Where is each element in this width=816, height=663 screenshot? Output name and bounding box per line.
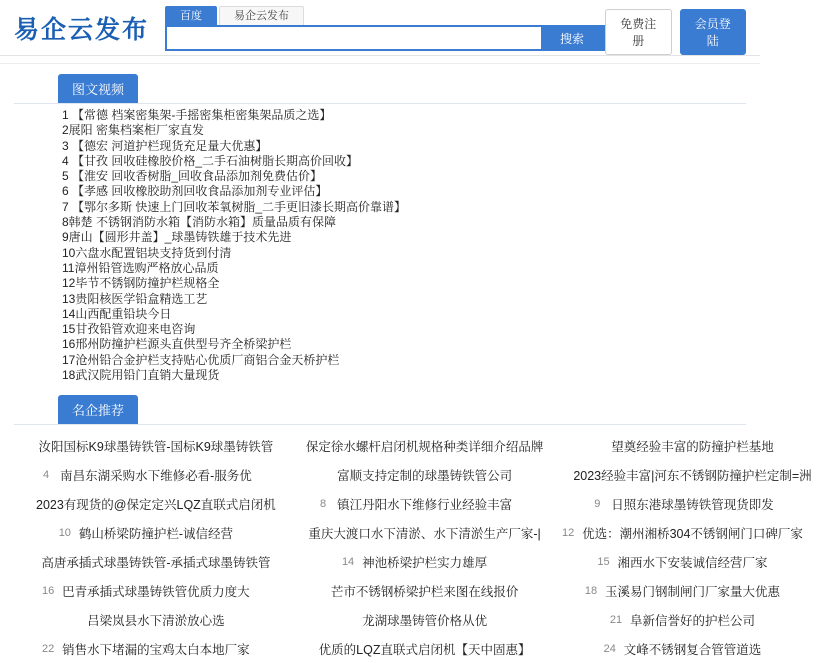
item-label: 文峰不锈钢复合管管道选 <box>623 642 762 657</box>
item-index <box>286 525 302 541</box>
list-item[interactable]: 18武汉院用铅门直销大量现货 <box>62 368 220 383</box>
list-item[interactable] <box>547 605 815 634</box>
page-header <box>0 0 760 56</box>
item-label: 巴青承插式球墨铸铁管优质力度大 <box>62 584 250 599</box>
search-input[interactable] <box>167 27 541 49</box>
list-item[interactable] <box>10 460 280 489</box>
item-index <box>315 467 331 483</box>
register-button[interactable]: 免费注册 <box>605 9 671 55</box>
item-index <box>589 438 605 454</box>
list-item[interactable] <box>547 547 815 576</box>
header-divider <box>0 56 760 64</box>
item-label: 南昌东湖采购水下维修必看-服务优 <box>60 468 252 483</box>
list-item[interactable]: 7 【鄂尔多斯 快速上门回收苯氧树脂_二手更旧漆长期高价靠谱】 <box>62 199 407 214</box>
list-item[interactable]: 17沧州铅合金护栏支持贴心优质厂商铝合金天桥护栏 <box>62 352 340 367</box>
list-item[interactable]: 1 【常德 档案密集架-手摇密集柜密集架品质之选】 <box>62 108 332 122</box>
list-item[interactable] <box>10 634 280 663</box>
list-item[interactable]: 2展阳 密集档案柜厂家直发 <box>62 123 205 138</box>
item-label: 龙湖球墨铸管价格从优 <box>362 613 488 628</box>
header-actions <box>605 1 746 55</box>
list-item[interactable] <box>547 431 815 460</box>
section-title-media: 图文视频 <box>58 74 138 103</box>
item-index: 22 <box>42 642 55 655</box>
list-item[interactable] <box>10 431 280 460</box>
list-item[interactable]: 8韩楚 不锈钢消防水箱【消防水箱】质量品质有保障 <box>62 215 337 230</box>
search-bar <box>165 25 605 51</box>
list-item[interactable] <box>280 576 548 605</box>
list-item[interactable] <box>10 576 280 605</box>
tab-baidu[interactable]: 百度 <box>165 6 217 25</box>
item-label: 保定徐水螺杆启闭机规格种类详细介绍品牌 <box>305 439 544 454</box>
list-item[interactable] <box>547 489 815 518</box>
login-button[interactable]: 会员登陆 <box>680 9 746 55</box>
item-index <box>551 467 567 483</box>
item-label: 优选：潮州湘桥304不锈钢闸门口碑厂家 <box>582 526 803 541</box>
list-item[interactable] <box>280 489 548 518</box>
search-block <box>165 6 605 51</box>
list-item[interactable] <box>547 634 815 663</box>
list-item[interactable] <box>10 605 280 634</box>
item-label: 销售水下堵漏的宝鸡太白本地厂家 <box>62 642 250 657</box>
item-index: 24 <box>603 642 616 655</box>
list-item[interactable] <box>547 460 815 489</box>
section-title-companies: 名企推荐 <box>58 395 138 424</box>
item-label: 优质的LQZ直联式启闭机【天中固惠】 <box>318 642 531 657</box>
list-item[interactable]: 11漳州铅管选购严格放心品质 <box>62 260 219 275</box>
item-label: 镇江丹阳水下维修行业经验丰富 <box>337 497 513 512</box>
item-index: 14 <box>341 555 355 568</box>
item-label: 望奠经验丰富的防撞护栏基地 <box>611 439 774 454</box>
item-index: 21 <box>609 613 623 626</box>
company-grid <box>0 425 812 663</box>
item-label: 吕梁岚县水下清淤放心选 <box>87 613 225 628</box>
item-index: 15 <box>597 555 610 568</box>
list-item[interactable]: 4 【甘孜 回收硅橡胶价格_二手石油树脂长期高价回收】 <box>62 153 359 168</box>
item-label: 玉溪易门钢制闸门厂家量大优惠 <box>605 584 781 599</box>
tab-site[interactable]: 易企云发布 <box>219 6 304 25</box>
item-label: 湘西水下安装诚信经营厂家 <box>617 555 768 570</box>
item-index <box>14 496 30 512</box>
item-label: 高唐承插式球墨铸铁管-承插式球墨铸铁管 <box>41 555 271 570</box>
item-index <box>65 612 81 628</box>
news-list <box>14 104 746 385</box>
item-label: 富顺支持定制的球墨铸铁管公司 <box>337 468 513 483</box>
list-item[interactable] <box>547 518 815 547</box>
section-media <box>0 64 760 385</box>
list-item[interactable]: 3 【德宏 河道护栏现货充足量大优惠】 <box>62 138 268 153</box>
item-label: 阜新信誉好的护栏公司 <box>630 613 756 628</box>
item-index: 12 <box>561 526 575 539</box>
item-index <box>297 641 313 657</box>
item-label: 芒市不锈钢桥梁护栏来图在线报价 <box>330 584 519 599</box>
item-index: 18 <box>584 584 598 597</box>
item-index <box>309 583 325 599</box>
item-label: 日照东港球墨铸铁管现货即发 <box>611 497 774 512</box>
list-item[interactable]: 15甘孜铅管欢迎来电咨询 <box>62 322 196 337</box>
list-item[interactable] <box>280 605 548 634</box>
list-item[interactable]: 9唐山【圆形井盖】_球墨铸铁雄于技术先进 <box>62 230 292 245</box>
item-label: 2023经验丰富|河东不锈钢防撞护栏定制=洲 <box>573 468 812 483</box>
list-item[interactable]: 12毕节不锈钢防撞护栏规格全 <box>62 276 220 291</box>
list-item[interactable]: 10六盘水配置铝块支持货到付清 <box>62 245 232 260</box>
search-button[interactable]: 搜索 <box>541 27 603 49</box>
item-index <box>17 438 33 454</box>
list-item[interactable] <box>280 547 548 576</box>
section-companies <box>0 385 760 425</box>
item-index <box>284 438 300 454</box>
list-item[interactable] <box>10 489 280 518</box>
item-label: 汝阳国标K9球墨铸铁管-国标K9球墨铸铁管 <box>38 439 274 454</box>
list-item[interactable]: 16邢州防撞护栏源头直供型号齐全桥梁护栏 <box>62 337 292 352</box>
list-item[interactable] <box>10 547 280 576</box>
item-label: 2023有现货的@保定定兴LQZ直联式启闭机 <box>36 497 276 512</box>
list-item[interactable] <box>280 460 548 489</box>
item-index <box>340 612 356 628</box>
site-logo: 易企云发布 <box>14 15 150 44</box>
item-label: 鹤山桥梁防撞护栏-诚信经营 <box>78 526 233 541</box>
list-item[interactable] <box>280 431 548 460</box>
list-item[interactable] <box>280 518 548 547</box>
item-index: 10 <box>58 526 71 539</box>
list-item[interactable]: 14山西配重铅块今日 <box>62 306 172 321</box>
item-label: 重庆大渡口水下清淤、水下清淤生产厂家-| <box>308 526 541 541</box>
list-item[interactable]: 13贵阳核医学铅盒精选工艺 <box>62 291 208 306</box>
item-index: 8 <box>320 497 327 510</box>
item-index: 16 <box>42 584 55 597</box>
item-index: 9 <box>594 497 601 510</box>
list-item[interactable] <box>547 576 815 605</box>
list-item[interactable] <box>10 518 280 547</box>
list-item[interactable]: 6 【孝感 回收橡胶助剂回收食品添加剂专业评估】 <box>62 184 328 199</box>
item-index: 4 <box>43 468 50 481</box>
list-item[interactable]: 5 【淮安 回收香树脂_回收食品添加剂免费估价】 <box>62 169 323 184</box>
item-index <box>19 554 35 570</box>
item-label: 神池桥梁护栏实力雄厚 <box>362 555 488 570</box>
list-item[interactable] <box>280 634 548 663</box>
search-tabs <box>165 6 605 25</box>
